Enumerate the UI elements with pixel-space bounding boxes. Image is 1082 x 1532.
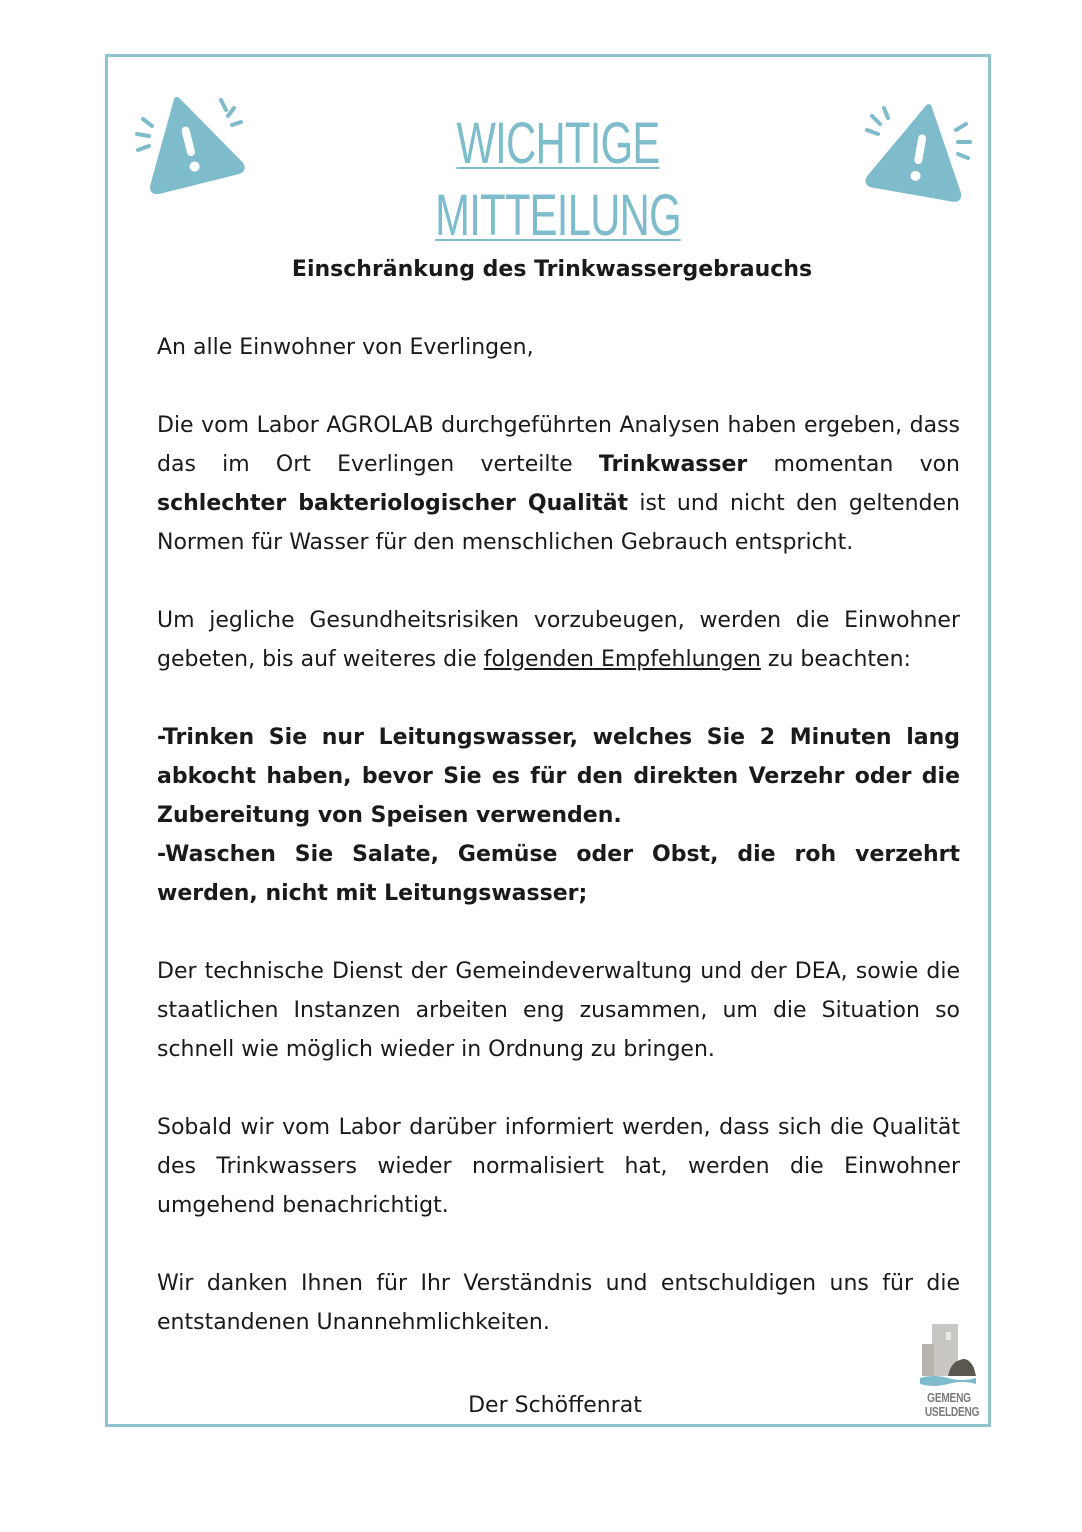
paragraph-cooperation: Der technische Dienst der Gemeindeverwaltung und der DEA, sowie die staatlichen Instanzen arbeiten eng zusammen, um die Situation so schnell wie möglich wieder in Ordnung zu bringen. xyxy=(157,959,960,1062)
notice-subject: Einschränkung des Trinkwassergebrauchs xyxy=(291,257,813,282)
warning-triangle-icon xyxy=(130,84,250,194)
notice-body xyxy=(157,250,960,1342)
paragraph-analysis: Die vom Labor AGROLAB durchgeführten Analysen haben ergeben, dass das im Ort Everlingen verteilte Trinkwasser momentan von schlechter bakteriologischer Qualität ist und nicht den geltenden Normen für Wasser für den menschlichen Gebrauch entspricht. xyxy=(157,413,961,555)
paragraph-thanks: Wir danken Ihnen für Ihr Verständnis und entschuldigen uns für die entstandenen Unannehmlichkeiten. xyxy=(157,1271,960,1335)
notice-title: WICHTIGE MITTEILUNG xyxy=(435,111,681,248)
recommendation-boil: -Trinken Sie nur Leitungswasser, welches Sie 2 Minuten lang abkocht haben, bevor Sie es für den direkten Verzehr oder die Zubereitung von Speisen verwenden. xyxy=(157,725,960,828)
recommendation-wash: -Waschen Sie Salate, Gemüse oder Obst, die roh verzehrt werden, nicht mit Leitungswasser; xyxy=(157,842,960,906)
paragraph-information: Sobald wir vom Labor darüber informiert werden, dass sich die Qualität des Trinkwassers wieder normalisiert hat, werden die Einwohner umgehend benachrichtigt. xyxy=(157,1115,960,1218)
municipality-logo-text: GEMENG USELDENG xyxy=(924,1390,980,1419)
salutation: An alle Einwohner von Everlingen, xyxy=(157,335,534,360)
signature: Der Schöffenrat xyxy=(468,1393,642,1418)
paragraph-request: Um jegliche Gesundheitsrisiken vorzubeugen, werden die Einwohner gebeten, bis auf weiteres die folgenden Empfehlungen zu beachten: xyxy=(157,608,960,672)
warning-triangle-icon xyxy=(858,96,978,206)
